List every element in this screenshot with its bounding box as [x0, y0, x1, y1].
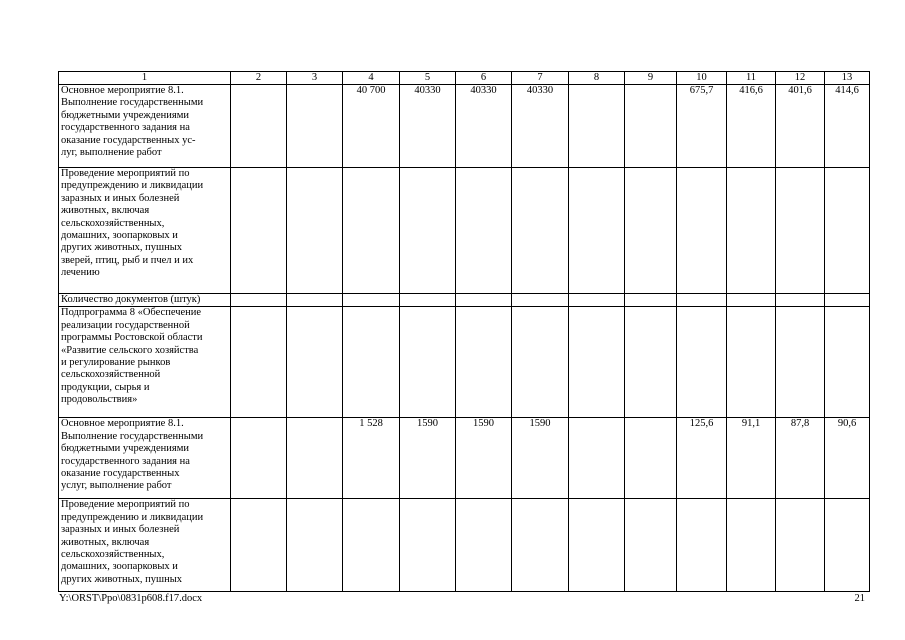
value-cell	[400, 307, 456, 418]
header-cell: 5	[400, 72, 456, 85]
value-cell	[625, 499, 677, 592]
value-cell	[343, 307, 400, 418]
value-cell	[512, 307, 569, 418]
value-cell	[456, 499, 512, 592]
value-cell	[569, 168, 625, 294]
footer-file-path: Y:\ORST\Ppo\0831p608.f17.docx	[59, 593, 203, 604]
value-cell	[727, 168, 776, 294]
value-cell	[231, 168, 287, 294]
value-cell: 416,6	[727, 85, 776, 168]
header-cell: 11	[727, 72, 776, 85]
value-cell	[456, 294, 512, 307]
header-cell: 1	[59, 72, 231, 85]
value-cell	[776, 294, 825, 307]
row-description-cell: Проведение мероприятий по предупреждению и ликвидации заразных и иных болезней животных, включая сельскохозяйственных, домашних, зоопарковых и других животных, пушных зверей, птиц, рыб и пчел и их лечению	[59, 168, 231, 294]
value-cell: 1 528	[343, 418, 400, 499]
value-cell	[569, 418, 625, 499]
value-cell	[343, 168, 400, 294]
value-cell	[287, 418, 343, 499]
header-cell: 12	[776, 72, 825, 85]
value-cell	[569, 85, 625, 168]
value-cell: 87,8	[776, 418, 825, 499]
value-cell: 414,6	[825, 85, 870, 168]
value-cell	[825, 294, 870, 307]
value-cell	[677, 168, 727, 294]
value-cell: 675,7	[677, 85, 727, 168]
value-cell	[625, 294, 677, 307]
value-cell	[776, 307, 825, 418]
value-cell	[727, 499, 776, 592]
value-cell: 1590	[512, 418, 569, 499]
row-description-cell: Подпрограмма 8 «Обеспечение реализации государственной программы Ростовской области «Развитие сельского хозяйства и регулирование рынков сельскохозяйственной продукции, сырья и продовольствия»	[59, 307, 231, 418]
header-cell: 2	[231, 72, 287, 85]
value-cell	[512, 294, 569, 307]
value-cell	[776, 499, 825, 592]
value-cell	[512, 499, 569, 592]
value-cell	[231, 307, 287, 418]
value-cell	[569, 307, 625, 418]
value-cell: 125,6	[677, 418, 727, 499]
value-cell	[825, 168, 870, 294]
header-cell: 8	[569, 72, 625, 85]
header-cell: 6	[456, 72, 512, 85]
value-cell	[625, 418, 677, 499]
value-cell	[625, 168, 677, 294]
row-description-cell: Количество документов (штук)	[59, 294, 231, 307]
value-cell	[231, 85, 287, 168]
value-cell	[727, 307, 776, 418]
table-row	[59, 168, 870, 294]
value-cell	[569, 294, 625, 307]
value-cell	[456, 307, 512, 418]
value-cell	[400, 294, 456, 307]
header-cell: 7	[512, 72, 569, 85]
header-cell: 9	[625, 72, 677, 85]
table-row	[59, 499, 870, 592]
header-cell: 13	[825, 72, 870, 85]
document-table	[58, 71, 870, 592]
value-cell	[625, 307, 677, 418]
table-row	[59, 294, 870, 307]
value-cell	[343, 499, 400, 592]
value-cell	[456, 168, 512, 294]
value-cell	[400, 499, 456, 592]
header-cell: 4	[343, 72, 400, 85]
table-row	[59, 85, 870, 168]
value-cell	[727, 294, 776, 307]
value-cell	[569, 499, 625, 592]
header-cell: 10	[677, 72, 727, 85]
value-cell: 40330	[456, 85, 512, 168]
row-description-cell: Основное мероприятие 8.1. Выполнение государственными бюджетными учреждениями государственного задания на оказание государственных ус- луг, выполнение работ	[59, 85, 231, 168]
value-cell	[776, 168, 825, 294]
value-cell	[677, 307, 727, 418]
value-cell: 90,6	[825, 418, 870, 499]
value-cell: 1590	[456, 418, 512, 499]
value-cell	[625, 85, 677, 168]
value-cell	[287, 168, 343, 294]
row-description-cell: Основное мероприятие 8.1. Выполнение государственными бюджетными учреждениями государственного задания на оказание государственных услуг, выполнение работ	[59, 418, 231, 499]
value-cell	[231, 418, 287, 499]
value-cell	[287, 85, 343, 168]
value-cell: 40330	[400, 85, 456, 168]
value-cell: 91,1	[727, 418, 776, 499]
value-cell	[512, 168, 569, 294]
value-cell	[400, 168, 456, 294]
value-cell	[287, 307, 343, 418]
value-cell	[825, 307, 870, 418]
value-cell	[231, 499, 287, 592]
table-row	[59, 418, 870, 499]
value-cell: 401,6	[776, 85, 825, 168]
value-cell	[231, 294, 287, 307]
row-description-cell: Проведение мероприятий по предупреждению и ликвидации заразных и иных болезней животных, включая сельскохозяйственных, домашних, зоопарковых и других животных, пушных	[59, 499, 231, 592]
value-cell: 1590	[400, 418, 456, 499]
value-cell	[825, 499, 870, 592]
value-cell: 40 700	[343, 85, 400, 168]
value-cell	[287, 294, 343, 307]
table-row	[59, 307, 870, 418]
value-cell	[287, 499, 343, 592]
table-header-row	[59, 72, 870, 85]
value-cell	[677, 294, 727, 307]
value-cell	[343, 294, 400, 307]
header-cell: 3	[287, 72, 343, 85]
value-cell: 40330	[512, 85, 569, 168]
value-cell	[677, 499, 727, 592]
footer-page-number: 21	[854, 593, 865, 604]
